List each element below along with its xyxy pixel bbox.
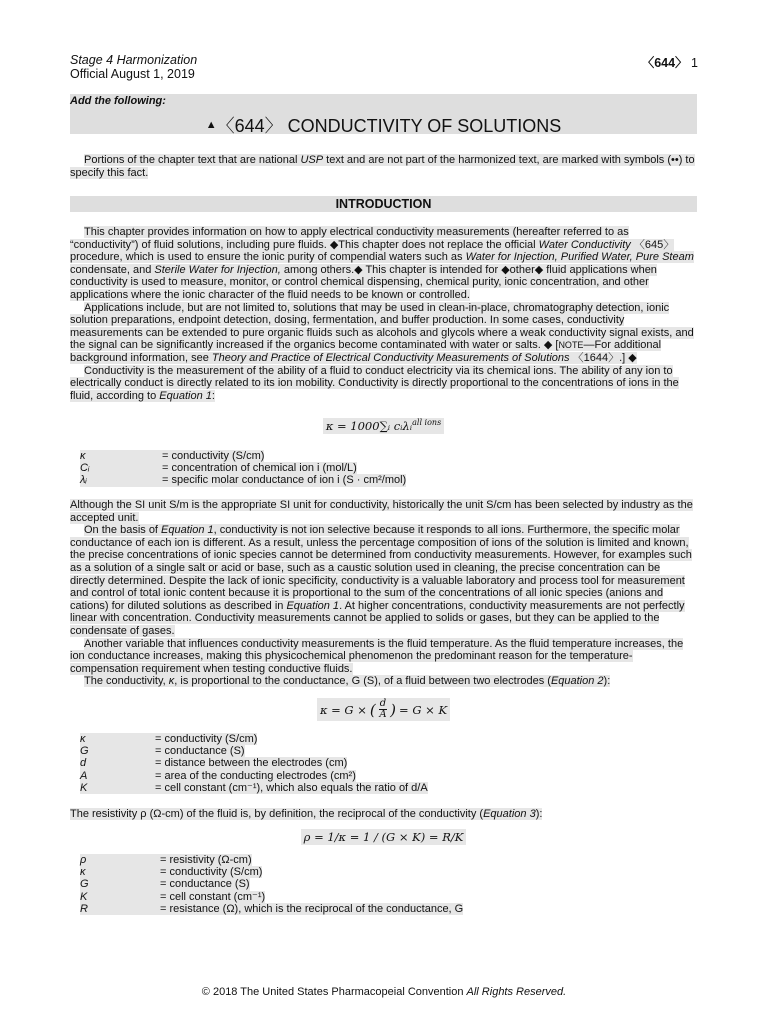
equation-3-body: ρ = 1/κ = 1 / (G × K) = R/K	[301, 829, 467, 845]
intro-note	[70, 154, 697, 179]
note-usp: USP	[300, 154, 324, 166]
definition-row: R = resistance (Ω), which is the reciprocal of the conductance, G	[80, 902, 464, 915]
page-number-block	[642, 53, 698, 71]
paragraph-4: Although the SI unit S/m is the appropriate SI unit for conductivity, historically the unit S/cm has been selected by industry as the accepted unit.	[70, 499, 693, 524]
definition-row: κ = conductivity (S/cm)	[80, 450, 265, 462]
title-marker: ▲	[205, 119, 217, 131]
chapter-ref: 〈644〉	[641, 56, 688, 70]
rights-text: All Rights Reserved.	[466, 986, 567, 998]
equation-3	[70, 830, 697, 844]
note-symbols: ••	[670, 154, 679, 166]
definition-row: A = area of the conducting electrodes (cm²)	[80, 769, 356, 782]
paragraph-7: The conductivity, κ, is proportional to the conductance, G (S), of a fluid between two electrodes (Equation 2):	[84, 675, 611, 688]
equation-2-denominator: A	[379, 709, 387, 720]
page-header	[70, 53, 197, 81]
definition-row: ρ = resistivity (Ω-cm)	[80, 854, 252, 866]
definition-row: λᵢ = specific molar conductance of ion i (S · cm²/mol)	[80, 474, 407, 487]
paragraph-8: The resistivity ρ (Ω-cm) of the fluid is, by definition, the reciprocal of the conductivity (Equation 3):	[70, 808, 543, 820]
body-text-3	[70, 808, 697, 821]
note-text: ) to specify this fact.	[70, 154, 695, 179]
paragraph-1: This chapter provides information on how to apply electrical conductivity measurements (hereafter referred to as “conductivity”) of fluid solutions, including pure fluids. ◆This chapter does not replace the official Water Conductivity 〈645〉 procedure, which is used to ensure the ionic purity of compendial waters such as Water for Injection, Purified Water, Pure Steam condensate, and Sterile Water for Injection, among others.◆ This chapter is intended for ◆other◆ fluid applications when conductivity is used to measure, monitor, or control chemical dispensing, chemical purity, ionic concentration, and other applications where the ionic character of the fluid needs to be known or controlled.	[70, 226, 694, 301]
definition-row: K = cell constant (cm⁻¹)	[80, 890, 266, 903]
paragraph-5: On the basis of Equation 1, conductivity is not ion selective because it responds to all ions. Furthermore, the specific molar conductance of each ion is different. As a result, unless the percentage composition of ions of the solution is limited and known, the precise concentrations of ionic species cannot be determined from conductivity measurements. However, for examples such as a solution of a single salt or acid or base, such as a caustic solution used in cleaning, the precise concentration can be directly determined. Despite the lack of ionic specificity, conductivity is a valuable laboratory and process tool for measurement and control of total ionic content because it is proportional to the sum of the concentrations of all ionic species (anions and cations) for diluted solutions as described in Equation 1. At higher concentrations, conductivity measurements are not perfectly linear with concentration. Conductivity measurements cannot be applied to solids or gases, but they can be applied to the condensate of gases.	[70, 524, 692, 637]
definition-row: d = distance between the electrodes (cm)	[80, 757, 348, 770]
equation-2-numerator: d	[379, 698, 387, 709]
definition-row: G = conductance (S)	[80, 745, 245, 758]
definition-row: κ = conductivity (S/cm)	[80, 733, 258, 745]
official-date: Official August 1, 2019	[70, 67, 195, 81]
definitions-1	[80, 450, 680, 487]
title-text: 〈644〉 CONDUCTIVITY OF SOLUTIONS	[216, 116, 562, 136]
body-text-1	[70, 226, 697, 402]
paragraph-6: Another variable that influences conductivity measurements is the fluid temperature. As the fluid temperature increases, the ion conductance increases, making this physicochemical phenomenon the predominant reason for the temperature-compensation requirement when testing conductive fluids.	[70, 637, 684, 675]
page-number: 1	[691, 56, 698, 70]
note-text: Portions of the chapter text that are national	[84, 154, 301, 166]
equation-2-left: κ = G ×	[319, 702, 367, 717]
definition-row: K = cell constant (cm⁻¹), which also equals the ratio of d/A	[80, 781, 428, 794]
section-heading: INTRODUCTION	[70, 196, 697, 212]
add-label: Add the following:	[70, 95, 166, 107]
paragraph-2: Applications include, but are not limited to, solutions that may be used in clean-in-place, chromatography detection, ionic solution preparations, endpoint detection, dosing, fermentation, and buffer production. In some cases, conductivity measurements can be extended to pure organic fluids such as alcohols and glycols where a weak conductivity signal exists, and the signal can be significantly increased if the organics become contaminated with water or salts. ◆ [NOTE—For additional background information, see Theory and Practice of Electrical Conductivity Measurements of Solutions 〈1644〉.] ◆	[70, 301, 694, 364]
definitions-3	[80, 854, 680, 915]
definition-row: Cᵢ = concentration of chemical ion i (mol/L)	[80, 462, 357, 475]
equation-1-body: κ = 1000∑ᵢ cᵢλᵢ	[325, 418, 413, 433]
page-footer	[0, 986, 768, 998]
definition-row: κ = conductivity (S/cm)	[80, 866, 263, 879]
definition-row: G = conductance (S)	[80, 878, 250, 891]
copyright-text: © 2018 The United States Pharmacopeial Convention	[201, 986, 467, 998]
stage-label: Stage 4 Harmonization	[70, 53, 198, 67]
equation-2: κ = G × ( $\frac{d}{A}$ ) = G × K	[70, 698, 697, 721]
paragraph-3: Conductivity is the measurement of the ability of a fluid to conduct electricity via its chemical ions. The ability of any ion to electrically conduct is directly related to its ion mobility. Conductivity is directly proportional to the concentrations of ions in the fluid, according to Equation 1:	[70, 364, 679, 402]
page-title	[70, 112, 697, 138]
note-text: text and are not part of the harmonized text, are marked with symbols (	[323, 154, 671, 166]
equation-1	[70, 418, 697, 433]
definitions-2	[80, 733, 680, 794]
equation-1-superscript: all ions	[412, 418, 442, 427]
body-text-2	[70, 499, 697, 688]
equation-2-right: = G × K	[399, 702, 448, 717]
